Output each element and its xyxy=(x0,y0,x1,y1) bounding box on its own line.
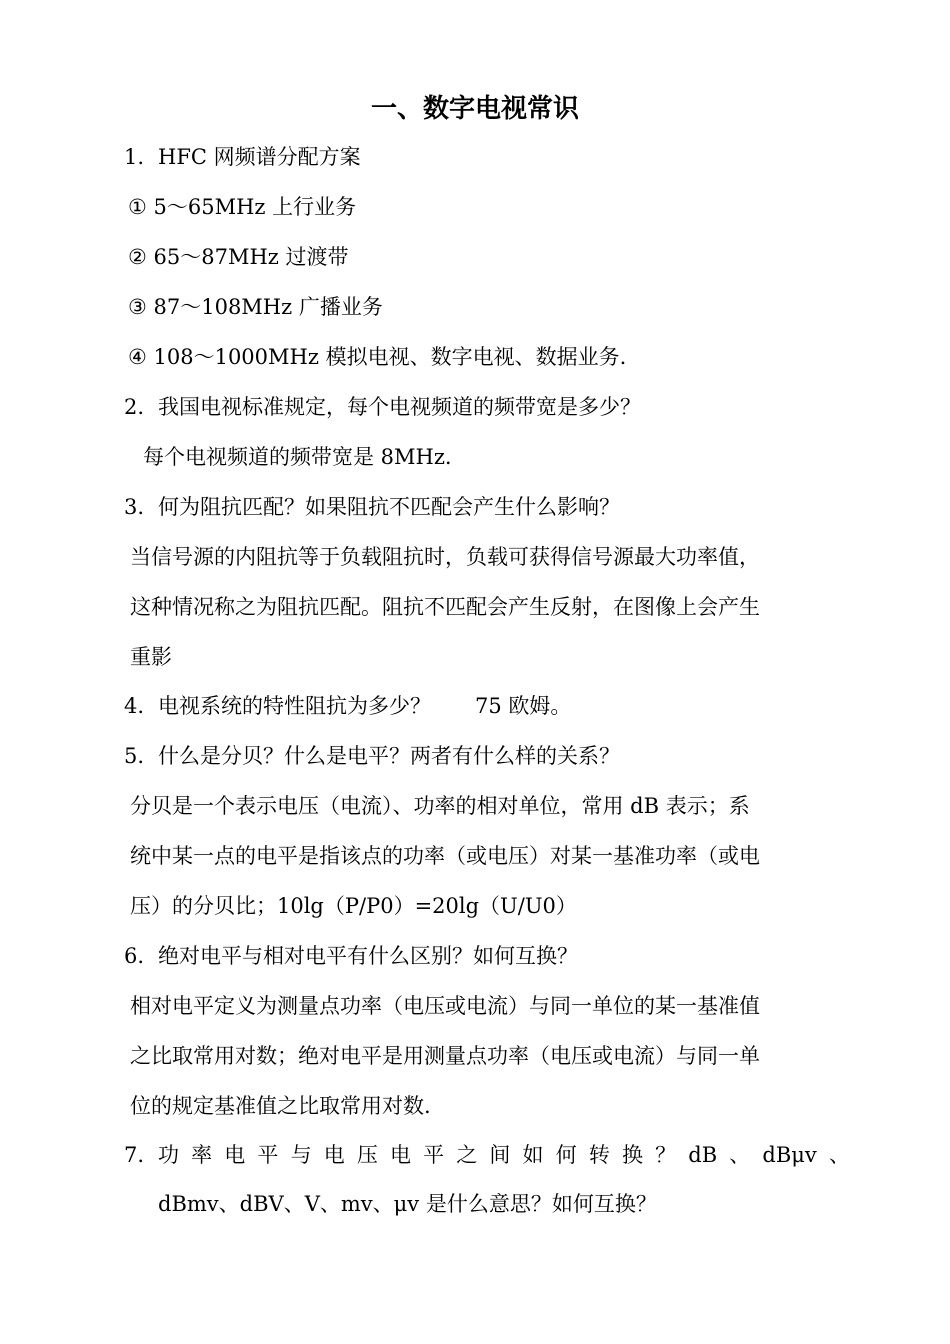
question-text-fragment: 电 xyxy=(389,1143,411,1167)
question-text-fragment: 何 xyxy=(555,1143,577,1167)
question-text: 电视系统的特性阻抗为多少？ xyxy=(158,694,431,718)
answer-line: 位的规定基准值之比取常用对数. xyxy=(130,1094,431,1118)
question-1 xyxy=(124,143,361,171)
question-text-fragment: 功 xyxy=(158,1143,179,1167)
question-text-fragment: 平 xyxy=(257,1143,279,1167)
answer-line: 这种情况称之为阻抗匹配。阻抗不匹配会产生反射，在图像上会产生 xyxy=(130,595,760,619)
question-text-fragment: 与 xyxy=(290,1143,312,1167)
answer-text: 每个电视频道的频带宽是 8MHz. xyxy=(143,445,452,469)
question-number: 5. xyxy=(124,744,145,768)
question-4 xyxy=(124,692,571,720)
list-item: ① 5～65MHz 上行业务 xyxy=(128,195,357,219)
question-text: HFC 网频谱分配方案 xyxy=(158,145,361,169)
answer-line: 重影 xyxy=(130,645,172,669)
question-text-fragment: ？ xyxy=(655,1143,677,1167)
answer-line: 相对电平定义为测量点功率（电压或电流）与同一单位的某一基准值 xyxy=(130,994,760,1018)
question-number: 4. xyxy=(124,694,145,718)
answer-text: 75 欧姆。 xyxy=(475,694,572,718)
question-5 xyxy=(124,742,620,770)
question-text-fragment: 平 xyxy=(423,1143,445,1167)
list-item: ④ 108～1000MHz 模拟电视、数字电视、数据业务. xyxy=(128,345,627,369)
question-text-fragment: dB xyxy=(688,1143,718,1167)
question-7-line-2: dBmv、dBV、V、mv、μv 是什么意思？如何互换？ xyxy=(158,1192,657,1216)
question-text: 绝对电平与相对电平有什么区别？如何互换？ xyxy=(158,944,578,968)
answer-line: 分贝是一个表示电压（电流）、功率的相对单位，常用 dB 表示；系 xyxy=(130,794,750,818)
question-text-fragment: 如 xyxy=(522,1143,544,1167)
question-3 xyxy=(124,493,620,521)
question-text-fragment: 、 xyxy=(729,1143,751,1167)
question-number: 2. xyxy=(124,395,145,419)
question-text: 我国电视标准规定，每个电视频道的频带宽是多少？ xyxy=(158,395,641,419)
question-7-number xyxy=(124,1141,158,1169)
question-text-fragment: 压 xyxy=(356,1143,378,1167)
question-text-fragment: 之 xyxy=(456,1143,478,1167)
question-text: 什么是分贝？什么是电平？两者有什么样的关系？ xyxy=(158,744,620,768)
question-text-fragment: 换 xyxy=(621,1143,643,1167)
question-number: 1. xyxy=(124,145,145,169)
answer-line: 当信号源的内阻抗等于负载阻抗时，负载可获得信号源最大功率值， xyxy=(130,545,760,569)
question-text-fragment: 、 xyxy=(828,1143,850,1167)
question-text-fragment: 电 xyxy=(224,1143,246,1167)
question-2 xyxy=(124,393,641,421)
question-number: 3. xyxy=(124,495,145,519)
page-title: 一、数字电视常识 xyxy=(370,94,579,124)
question-7-justified-line xyxy=(158,1141,850,1169)
question-text-fragment: 间 xyxy=(489,1143,511,1167)
question-text: 何为阻抗匹配？如果阻抗不匹配会产生什么影响？ xyxy=(158,495,620,519)
answer-line: 压）的分贝比；10lg（P/P0）=20lg（U/U0） xyxy=(130,894,577,918)
question-6 xyxy=(124,942,578,970)
answer-line: 统中某一点的电平是指该点的功率（或电压）对某一基准功率（或电 xyxy=(130,844,760,868)
list-item: ③ 87～108MHz 广播业务 xyxy=(128,295,383,319)
question-number: 6. xyxy=(124,944,145,968)
answer-line: 之比取常用对数；绝对电平是用测量点功率（电压或电流）与同一单 xyxy=(130,1044,760,1068)
question-text-fragment: dBμv xyxy=(762,1143,817,1167)
question-text-fragment: 转 xyxy=(588,1143,610,1167)
question-number: 7. xyxy=(124,1143,145,1167)
list-item: ② 65～87MHz 过渡带 xyxy=(128,245,349,269)
question-text-fragment: 电 xyxy=(323,1143,345,1167)
question-text-fragment: 率 xyxy=(191,1143,213,1167)
